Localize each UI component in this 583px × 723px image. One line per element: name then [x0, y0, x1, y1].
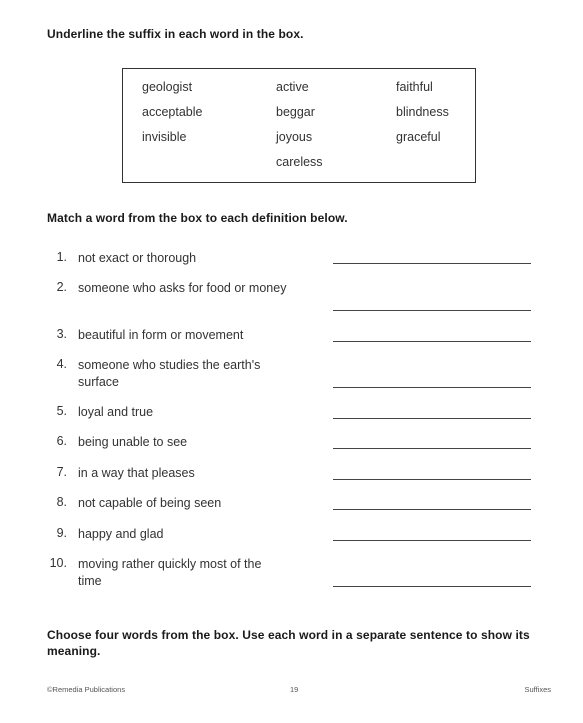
answer-line[interactable] [333, 540, 531, 541]
definition-number: 4. [56, 357, 67, 371]
definition-text: moving rather quickly most of the time [78, 557, 262, 588]
definition-number: 8. [56, 495, 67, 509]
instruction-choose: Choose four words from the box. Use each word in a separate sentence to show its meaning. [47, 628, 530, 658]
definition-number: 10. [49, 556, 67, 570]
definition-text: not exact or thorough [78, 251, 197, 265]
definition-number: 3. [56, 327, 67, 341]
word-item: beggar [276, 105, 315, 119]
answer-line[interactable] [333, 479, 531, 480]
instruction-match: Match a word from the box to each definition below. [47, 211, 348, 225]
footer-topic: Suffixes [524, 685, 551, 694]
definition-text: being unable to see [78, 435, 188, 449]
definition-text: someone who studies the earth's surface [78, 358, 261, 389]
answer-line[interactable] [333, 263, 531, 264]
definition-text: loyal and true [78, 405, 154, 419]
answer-line[interactable] [333, 586, 531, 587]
definition-number: 7. [56, 465, 67, 479]
definition-number: 6. [56, 434, 67, 448]
answer-line[interactable] [333, 509, 531, 510]
answer-line[interactable] [333, 448, 531, 449]
word-item: geologist [142, 80, 193, 94]
definition-text: beautiful in form or movement [78, 328, 244, 342]
word-item: acceptable [142, 105, 203, 119]
word-item: faithful [396, 80, 433, 94]
answer-line[interactable] [333, 387, 531, 388]
definition-number: 5. [56, 404, 67, 418]
definition-text: in a way that pleases [78, 466, 195, 480]
word-item: joyous [276, 130, 313, 144]
footer-publisher: ©Remedia Publications [47, 685, 126, 694]
definition-text: happy and glad [78, 527, 164, 541]
answer-line[interactable] [333, 310, 531, 311]
word-item: careless [276, 155, 323, 169]
word-item: invisible [142, 130, 187, 144]
word-item: graceful [396, 130, 441, 144]
footer-page-number: 19 [290, 685, 299, 694]
definition-text: someone who asks for food or money [78, 281, 287, 295]
definition-number: 9. [56, 526, 67, 540]
definition-number: 2. [56, 280, 67, 294]
answer-line[interactable] [333, 341, 531, 342]
definition-text: not capable of being seen [78, 496, 222, 510]
word-item: active [276, 80, 309, 94]
word-item: blindness [396, 105, 449, 119]
definition-number: 1. [56, 250, 67, 264]
instruction-underline: Underline the suffix in each word in the box. [47, 27, 304, 41]
answer-line[interactable] [333, 418, 531, 419]
